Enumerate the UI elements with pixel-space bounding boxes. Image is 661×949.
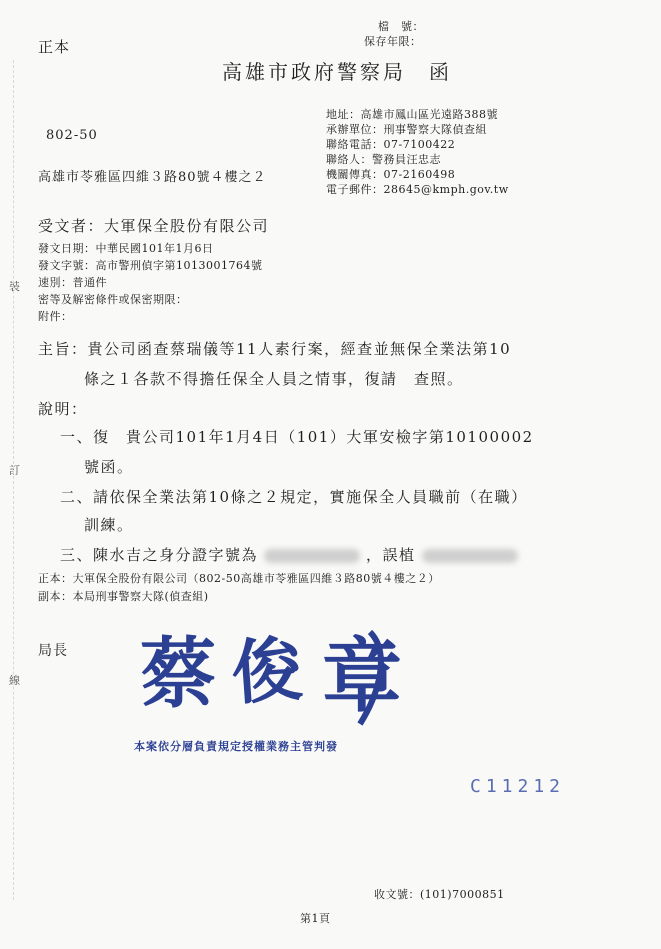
item-1-line-2: 號函。 xyxy=(84,458,134,476)
contact-line: 承辦單位：刑事警察大隊偵查組 xyxy=(326,123,487,136)
signature-char: 俊 xyxy=(229,627,305,715)
retention-label: 保存年限： xyxy=(364,35,422,48)
contact-line: 聯絡人：警務員汪忠志 xyxy=(326,153,441,166)
subject-line-1: 主旨：貴公司函查蔡瑞儀等11人素行案，經查並無保全業法第10 xyxy=(38,340,512,358)
recipient: 受文者：大軍保全股份有限公司 xyxy=(38,217,270,235)
redacted-id-1 xyxy=(264,549,360,563)
confidentiality: 密等及解密條件或保密期限： xyxy=(38,293,188,306)
item-3-mid: ，誤植 xyxy=(366,546,416,564)
subject-line-2: 條之１各款不得擔任保全人員之情事，復請 查照。 xyxy=(84,370,464,388)
item-2-line-1: 二、請依保全業法第10條之２規定，實施保全人員職前（在職） xyxy=(60,488,528,506)
contact-line: 聯絡電話：07-7100422 xyxy=(326,138,456,151)
margin-char: 訂 xyxy=(9,464,21,477)
redacted-id-2 xyxy=(422,549,518,563)
contact-line: 機關傳真：07-2160498 xyxy=(326,168,456,181)
page-number: 第1頁 xyxy=(300,912,331,925)
cc-original: 正本：大軍保全股份有限公司（802-50高雄市苓雅區四維３路80號４樓之２） xyxy=(38,572,440,585)
file-number-label: 檔 號： xyxy=(378,20,424,33)
margin-char: 裝 xyxy=(9,280,21,293)
copy-mark: 正本 xyxy=(38,38,71,56)
document-title: 高雄市政府警察局 函 xyxy=(222,60,452,84)
recipient-address: 高雄市苓雅區四維３路80號４樓之２ xyxy=(38,170,267,185)
stamp-number: C11212 xyxy=(470,776,566,797)
description-label: 說明： xyxy=(38,400,88,418)
item-1-line-1: 一、復 貴公司101年1月4日（101）大軍安檢字第10100002 xyxy=(60,428,534,446)
urgency: 速別：普通件 xyxy=(38,276,107,289)
item-2-line-2: 訓練。 xyxy=(84,516,134,534)
signature-char: 蔡 xyxy=(140,629,216,718)
item-3-prefix: 三、陳水吉之身分證字號為 xyxy=(60,546,259,564)
issue-date: 發文日期：中華民國101年1月6日 xyxy=(38,242,214,255)
chief-label: 局長 xyxy=(38,643,68,659)
binding-line xyxy=(13,60,14,900)
margin-char: 線 xyxy=(9,674,21,687)
postal-code: 802-50 xyxy=(46,128,98,143)
contact-line: 電子郵件：28645@kmph.gov.tw xyxy=(326,183,509,196)
signature-char: 章 xyxy=(322,629,402,723)
chief-signature xyxy=(140,612,440,732)
issue-number: 發文字號：高市警刑偵字第1013001764號 xyxy=(38,259,263,272)
item-3 xyxy=(60,544,524,565)
stamp-note: 本案依分層負責規定授權業務主管判發 xyxy=(134,740,338,753)
receipt-number: 收文號：(101)7000851 xyxy=(374,888,505,901)
cc-copy: 副本：本局刑事警察大隊(偵查組) xyxy=(38,590,209,603)
attachments: 附件： xyxy=(38,310,73,323)
contact-line: 地址：高雄市鳳山區光遠路388號 xyxy=(326,108,498,121)
